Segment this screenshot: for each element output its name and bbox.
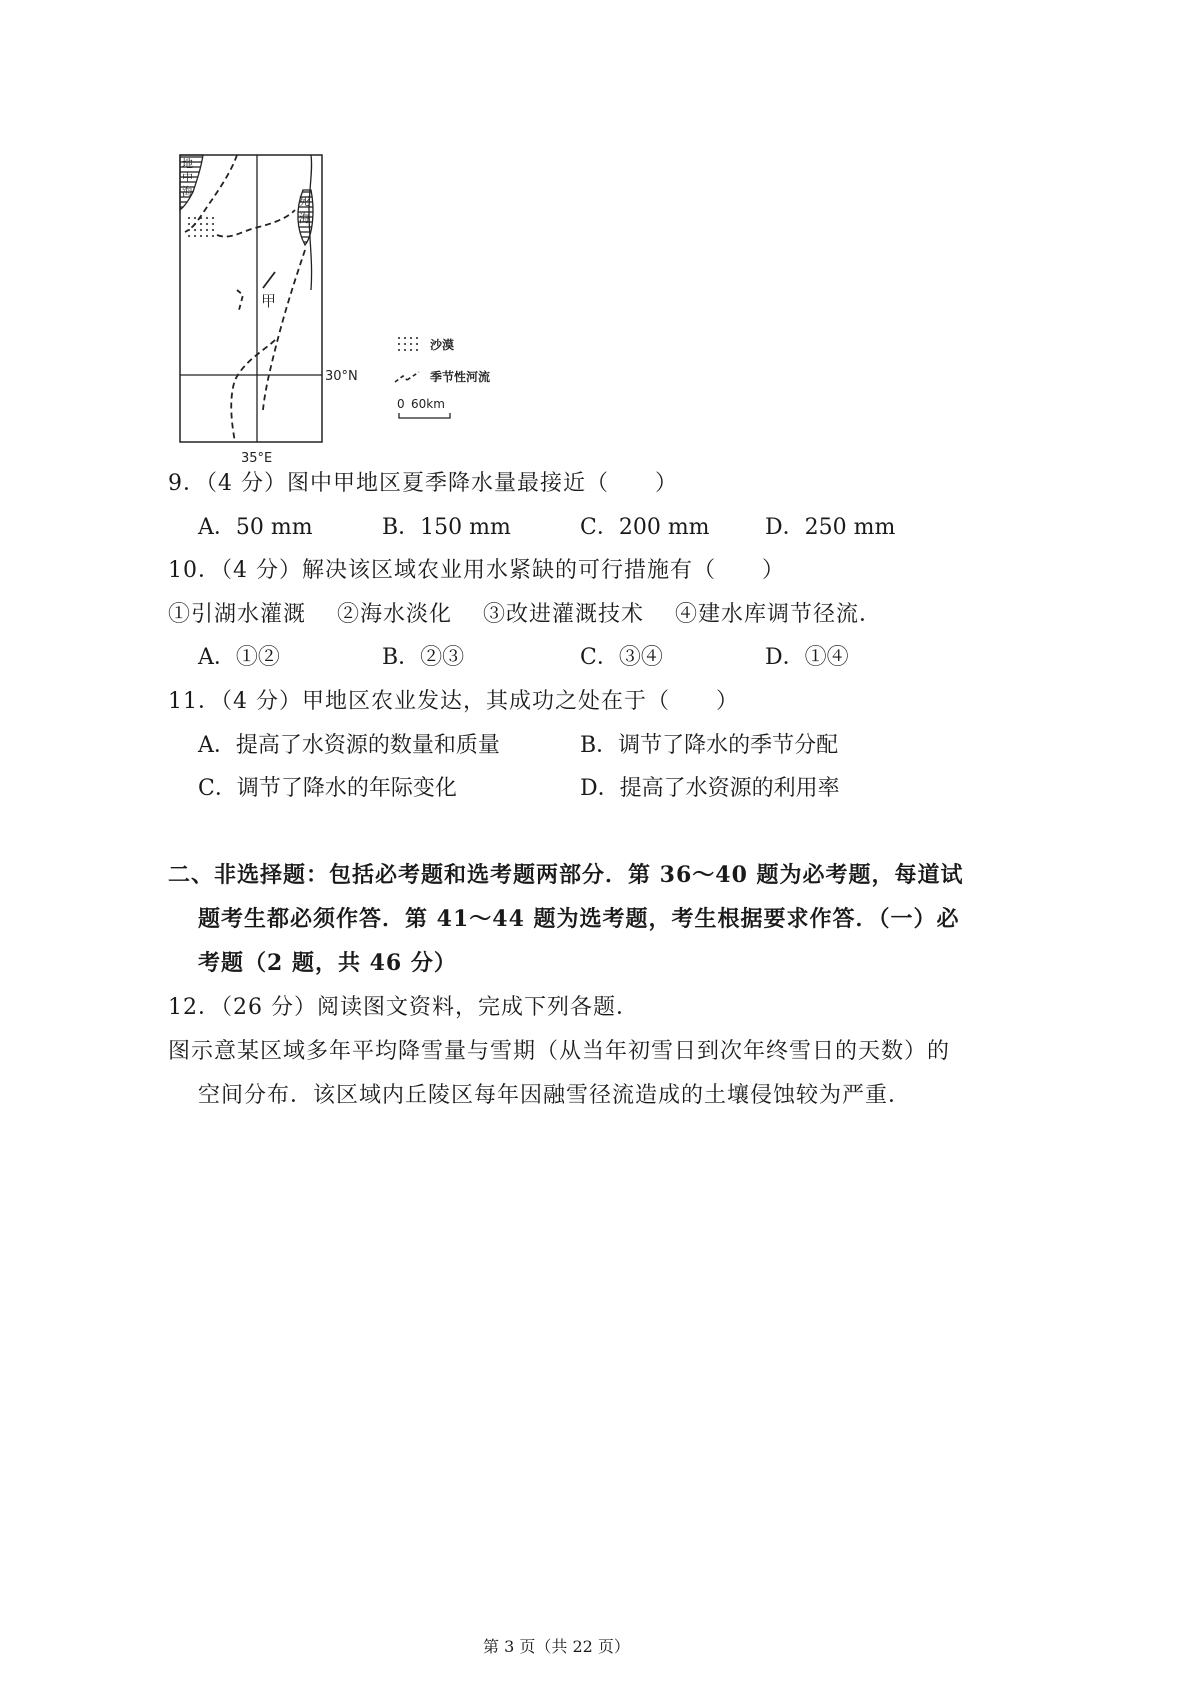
- lon-label: 35°E: [241, 451, 273, 466]
- q9-option-d: D．250 mm: [765, 515, 896, 540]
- legend-desert-label: 沙漠: [430, 338, 455, 352]
- q10-measures: ①引湖水灌溉 ②海水淡化 ③改进灌溉技术 ④建水库调节径流．: [168, 602, 882, 627]
- legend-river-swatch: [395, 372, 419, 382]
- seasonal-river-5: [237, 290, 243, 310]
- seasonal-river-4: [231, 340, 275, 442]
- q12-paragraph-line1: 图示意某区域多年平均降雪量与雪期（从当年初雪日到次年终雪日的天数）的: [168, 1039, 951, 1064]
- q11-option-a: A．提高了水资源的数量和质量: [198, 733, 500, 758]
- place-marker: [263, 272, 275, 288]
- q10-option-c: C．③④: [580, 645, 663, 670]
- legend-river-label: 季节性河流: [430, 370, 491, 384]
- section2-heading-line3: 考题（2 题，共 46 分）: [198, 950, 457, 976]
- dead-sea-label-2: 海: [299, 212, 310, 225]
- q9-option-b: B．150 mm: [382, 515, 511, 540]
- q11-option-d: D．提高了水资源的利用率: [580, 776, 840, 801]
- q9-option-a: A．50 mm: [198, 515, 313, 540]
- desert-area: [185, 215, 217, 240]
- map-svg: [175, 150, 575, 490]
- page-footer: 第 3 页（共 22 页）: [483, 1637, 630, 1656]
- q12-paragraph-line2: 空间分布．该区域内丘陵区每年因融雪径流造成的土壤侵蚀较为严重．: [198, 1083, 912, 1108]
- q10-stem: 10．（4 分）解决该区域农业用水紧缺的可行措施有（ ）: [168, 558, 785, 583]
- q10-option-a: A．①②: [198, 645, 280, 670]
- lat-label: 30°N: [325, 369, 358, 384]
- dead-sea-label-1: 死: [299, 195, 310, 208]
- mediterranean-label-2: 中: [182, 171, 193, 184]
- q11-option-b: B．调节了降水的季节分配: [580, 733, 839, 758]
- q11-stem: 11．（4 分）甲地区农业发达，其成功之处在于（ ）: [168, 689, 739, 714]
- section2-heading-line2: 题考生都必须作答．第 41～44 题为选考题，考生根据要求作答．（一）必: [198, 906, 960, 932]
- mediterranean-label-1: 地: [182, 157, 193, 170]
- seasonal-river-3: [263, 250, 305, 410]
- seasonal-river-2: [217, 210, 295, 237]
- q12-stem: 12．（26 分）阅读图文资料，完成下列各题．: [168, 995, 639, 1020]
- legend-desert-swatch: [397, 336, 419, 352]
- scale-bar: [399, 413, 450, 418]
- q10-option-b: B．②③: [382, 645, 465, 670]
- mediterranean-label-3: 海: [182, 185, 193, 198]
- scale-distance: 60km: [411, 397, 445, 411]
- place-label: 甲: [261, 292, 277, 310]
- scale-zero: 0: [397, 397, 405, 411]
- q9-option-c: C．200 mm: [580, 515, 710, 540]
- q9-stem: 9．（4 分）图中甲地区夏季降水量最接近（ ）: [168, 471, 678, 496]
- map-figure: [175, 150, 575, 490]
- q10-option-d: D．①④: [765, 645, 849, 670]
- section2-heading-line1: 二、非选择题：包括必考题和选考题两部分．第 36～40 题为必考题，每道试: [168, 862, 964, 888]
- q11-option-c: C．调节了降水的年际变化: [198, 776, 457, 801]
